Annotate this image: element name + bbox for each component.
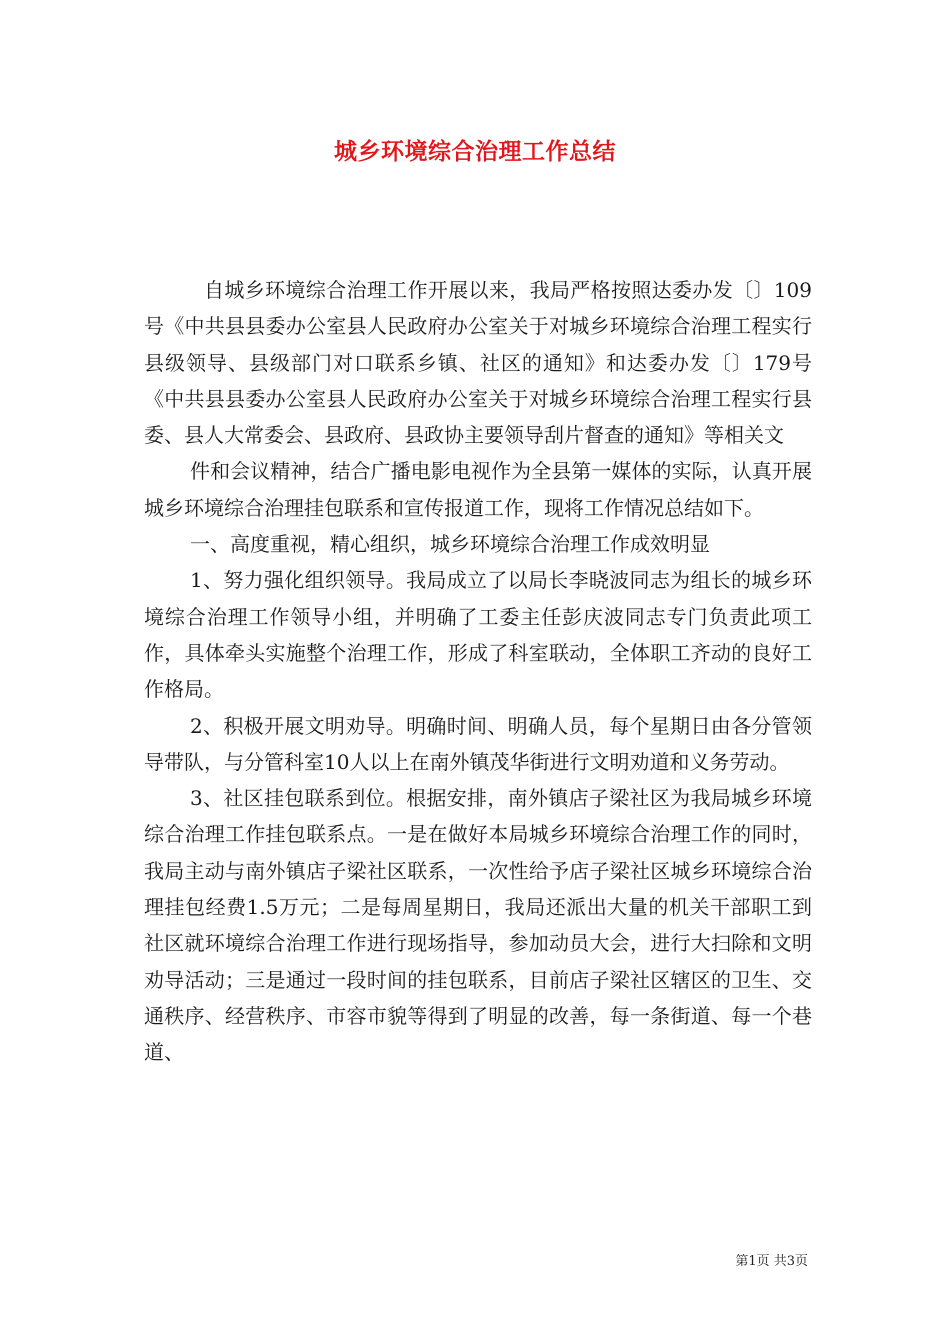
document-title: 城乡环境综合治理工作总结	[334, 139, 616, 165]
paragraph-item-2: 2、积极开展文明劝导。明确时间、明确人员，每个星期日由各分管领导带队，与分管科室10人以上在南外镇茂华街进行文明劝道和义务劳动。	[144, 713, 812, 774]
document-body	[144, 272, 812, 1071]
page-number: 第1页 共3页	[735, 1254, 808, 1269]
paragraph-item-3: 3、社区挂包联系到位。根据安排，南外镇店子梁社区为我局城乡环境综合治理工作挂包联系点。一是在做好本局城乡环境综合治理工作的同时，我局主动与南外镇店子梁社区联系，一次性给予店子梁社区城乡环境综合治理挂包经费1.5万元；二是每周星期日，我局还派出大量的机关干部职工到社区就环境综合治理工作进行现场指导，参加动员大会，进行大扫除和文明劝导活动；三是通过一段时间的挂包联系，目前店子梁社区辖区的卫生、交通秩序、经营秩序、市容市貌等得到了明显的改善，每一条街道、每一个巷道、	[144, 786, 812, 1065]
paragraph-intro: 自城乡环境综合治理工作开展以来，我局严格按照达委办发〔〕109号《中共县县委办公室县人民政府办公室关于对城乡环境综合治理工程实行县级领导、县级部门对口联系乡镇、社区的通知》和达委办发〔〕179号《中共县县委办公室县人民政府办公室关于对城乡环境综合治理工程实行县委、县人大常委会、县政府、县政协主要领导刮片督查的通知》等相关文	[144, 278, 812, 448]
paragraph-item-1: 1、努力强化组织领导。我局成立了以局长李晓波同志为组长的城乡环境综合治理工作领导小组，并明确了工委主任彭庆波同志专门负责此项工作，具体牵头实施整个治理工作，形成了科室联动，全体职工齐动的良好工作格局。	[144, 568, 812, 702]
paragraph-continuation: 件和会议精神，结合广播电影电视作为全县第一媒体的实际，认真开展城乡环境综合治理挂包联系和宣传报道工作，现将工作情况总结如下。	[144, 459, 812, 520]
section-heading-1: 一、高度重视，精心组织，城乡环境综合治理工作成效明显	[190, 532, 710, 557]
